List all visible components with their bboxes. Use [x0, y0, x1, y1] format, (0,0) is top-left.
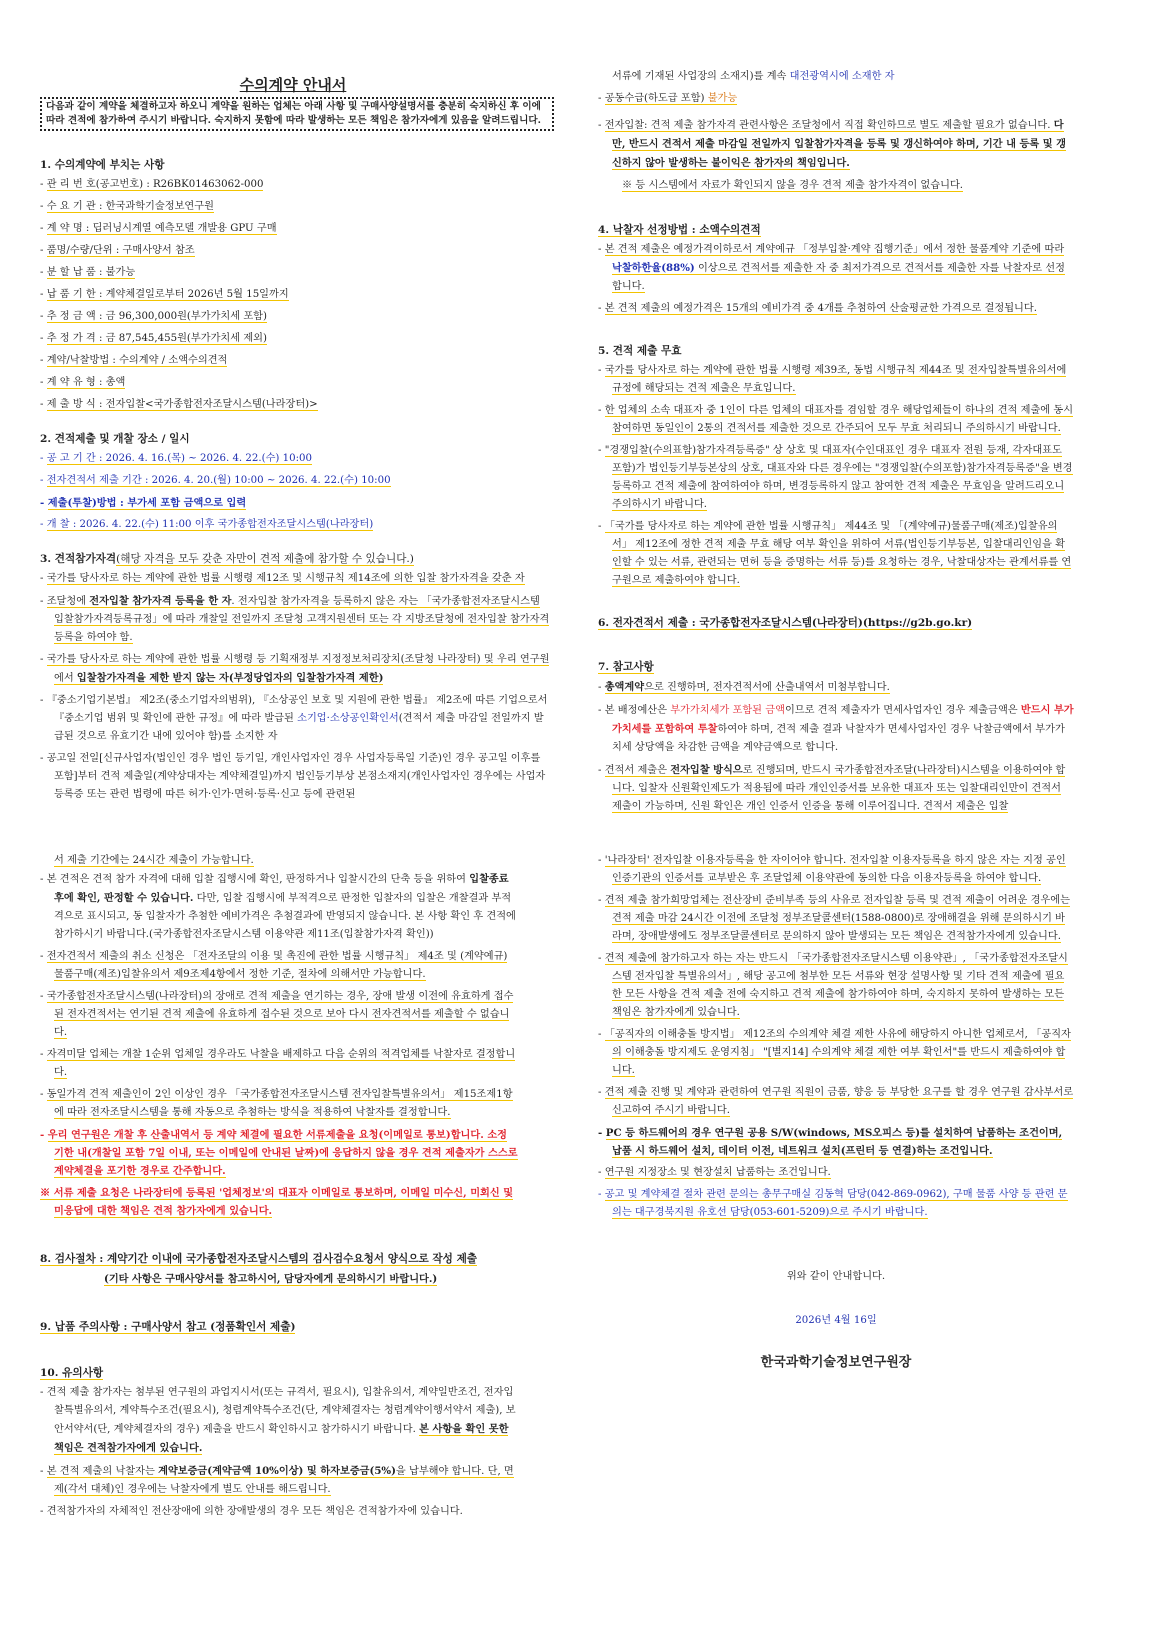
section8-heading: 8. 검사절차 : 계약기간 이내에 국가종합전자조달시스템의 검사검수요청서 양식으로 작성 제출	[40, 1253, 478, 1265]
s2-item-1: - 전자견적서 제출 기간 : 2026. 4. 20.(월) 10:00 ~ 2026. 4. 22.(수) 10:00	[40, 475, 391, 486]
intro-notice: 다음과 같이 계약을 체결하고자 하오니 계약을 원하는 업체는 아래 사항 및 구매사양설명서를 충분히 숙지하신 후 이에 따라 견적에 참가하여 주시기 바랍니다. 숙지하지 못함에 따라 발생하는 모든 책임은 참가자에게 있음을 알려드립니다.	[40, 97, 554, 131]
section3-heading: 3. 견적참가자격(해당 자격을 모두 갖춘 자만이 견적 제출에 참가할 수 있습니다.)	[40, 553, 414, 565]
s10-item-4: - '나라장터' 전자입찰 이용자등록을 한 자이어야 합니다. 전자입찰 이용자등록을 하지 않은 자는 지정 공인인증기관의 인증서를 교부받은 후 조달업체 이용약관에 동의한 다음 이용자등록을 하여야 합니다.	[598, 855, 1066, 884]
s7-item-2: - 본 배정예산은 부가가치세가 포함된 금액이므로 견적 제출자가 면세사업자인 경우 제출금액은 반드시 부가가치세를 포함하여 투찰하여야 하며, 견적 제출 결과 낙찰자가 면세사업자인 경우 낙찰금액에서 부가가치세 상당액을 차감한 금액을 계약금액으로 합니다.	[598, 704, 1074, 753]
s10-item-10: - 연구원 지정장소 및 현장설치 납품하는 조건입니다.	[598, 1167, 831, 1178]
s3-item-5-cont: 서류에 기재된 사업장의 소재지)를 계속 대전광역시에 소재한 자	[612, 71, 895, 82]
s1-item-6: - 추 정 금 액 : 금 96,300,000원(부가가치세 포함)	[40, 311, 267, 322]
s10-item-3: - 견적참가자의 자체적인 전산장애에 의한 장애발생의 경우 모든 책임은 견적참가자에 있습니다.	[40, 1506, 463, 1517]
s10-item-2: - 본 견적 제출의 낙찰자는 계약보증금(계약금액 10%이상) 및 하자보증금(5%)을 납부해야 합니다. 단, 면제(각서 대체)인 경우에는 낙찰자에게 별도 안내를 해드립니다.	[40, 1465, 514, 1495]
s8-note: (기타 사항은 구매사양서를 참고하시어, 담당자에게 문의하시기 바랍니다.)	[104, 1273, 438, 1285]
s5-item-2: - "경쟁입찰(수의표함)참가자격등록증" 상 상호 및 대표자(수인대표인 경우 대표자 전원 등재, 각자대표도 포함)가 법인등기부등본상의 상호, 대표자와 다른 경우에는 "경쟁입찰(수의포함)참가자격등록증"을 변경등록하고 견적 제출에 참여하여야 하며, 변경등록하지 않고 참여한 견적 제출은 무효임을 알려드리오니 주의하시기 바랍니다.	[598, 445, 1073, 510]
s7-item-9: - 우리 연구원은 개찰 후 산출내역서 등 계약 체결에 필요한 서류제출을 요청(이메일로 통보)합니다. 소정 기한 내(개찰일 포함 7일 이내, 또는 이메일에 안내된 날짜)에 응답하지 않을 경우 견적 제출자가 스스로 계약체결을 포기한 경우로 간주합니다.	[40, 1129, 518, 1177]
s10-item-6: - 견적 제출에 참가하고자 하는 자는 반드시 「국가종합전자조달시스템 이용약관」, 「국가종합전자조달시스템 전자입찰 특별유의서」, 해당 공고에 첨부한 모든 서류와 현장 설명사항 및 기타 견적 제출에 필요한 모든 사항을 견적 제출 전에 숙지하고 견적 제출에 참가하여야 하며, 숙지하지 못하여 발생하는 모든 책임은 참가자에게 있습니다.	[598, 953, 1068, 1018]
s7-item-4: - 본 견적은 견적 참가 자격에 대해 입찰 집행시에 확인, 판정하거나 입찰시간의 단축 등을 위하여 입찰종료 후에 확인, 판정할 수 있습니다. 다만, 입찰 집행시에 부적격으로 판정한 입찰자의 입찰은 개찰결과 부적격으로 표시되고, 동 입찰자가 추첨한 예비가격은 추첨결과에 반영되지 않습니다. 본 사항 확인 후 견적에 참가하시기 바랍니다.(국가종합전자조달시스템 이용약관 제11조(입찰참가자격 확인))	[40, 873, 516, 940]
s10-item-9: - PC 등 하드웨어의 경우 연구원 공용 S/W(windows, MS오피스 등)를 설치하여 납품하는 조건이며, 납품 시 하드웨어 설치, 데이터 이전, 네트워크 설치(프린터 등 연결)하는 조건입니다.	[598, 1127, 1063, 1157]
s7-item-6: - 국가종합전자조달시스템(나라장터)의 장애로 견적 제출을 연기하는 경우, 장애 발생 이전에 유효하게 접수된 전자견적서는 연기된 견적 제출에 유효하게 접수된 것으로 보아 다시 전자견적서를 제출할 수 없습니다.	[40, 991, 514, 1038]
s7-item-5: - 전자견적서 제출의 취소 신청은 「전자조달의 이용 및 촉진에 관한 법률 시행규칙」 제4조 및 (계약예규) 물품구매(제조)입찰유의서 제9조제4항에서 정한 기준, 절차에 의해서만 가능합니다.	[40, 951, 508, 980]
s1-item-10: - 제 출 방 식 : 전자입찰<국가종합전자조달시스템(나라장터)>	[40, 399, 318, 410]
section4-heading: 4. 낙찰자 선정방법 : 소액수의견적	[598, 224, 761, 236]
s1-item-4: - 분 할 납 품 : 불가능	[40, 267, 136, 278]
section2-heading: 2. 견적제출 및 개찰 장소 / 일시	[40, 433, 190, 445]
s7-item-3-cont: 서 제출 기간에는 24시간 제출이 가능합니다.	[54, 855, 254, 866]
section9-heading: 9. 납품 주의사항 : 구매사양서 참고 (정품확인서 제출)	[40, 1321, 296, 1333]
s1-item-8: - 계약/낙찰방법 : 수의계약 / 소액수의견적	[40, 355, 228, 366]
s10-item-5: - 견적 제출 참가희망업체는 전산장비 준비부족 등의 사유로 전자입찰 등록 및 견적 제출이 어려운 경우에는 견적 제출 마감 24시간 이전에 조달청 정부조달콜센터(1588-0800)로 장애해결을 위해 문의하시기 바라며, 장애발생에도 정부조달콜센터로 문의하지 않아 발생되는 모든 책임은 견적참가자에게 있습니다.	[598, 895, 1070, 942]
s3-note: ※ 등 시스템에서 자료가 확인되지 않을 경우 견적 제출 참가자격이 없습니다.	[622, 180, 964, 191]
s7-item-7: - 자격미달 업체는 개찰 1순위 업체일 경우라도 낙찰을 배제하고 다음 순위의 적격업체를 낙찰자로 결정합니다.	[40, 1049, 516, 1078]
s5-item-0: - 국가를 당사자로 하는 계약에 관한 법률 시행령 제39조, 동법 시행규칙 제44조 및 전자입찰특별유의서에 규정에 해당되는 견적 제출은 무효입니다.	[598, 365, 1067, 394]
s7-item-3: - 견적서 제출은 전자입찰 방식으로 진행되며, 반드시 국가종합전자조달(나라장터)시스템을 이용하여야 합니다. 입찰자 신원확인제도가 적용됨에 따라 개인인증서를 보유한 대표자 또는 입찰대리인만이 견적서 제출이 가능하며, 신원 확인은 개인 인증서 인증을 통해 이루어집니다. 견적서 제출은 입찰	[598, 764, 1066, 812]
s1-item-7: - 추 정 가 격 : 금 87,545,455원(부가가치세 제외)	[40, 333, 267, 344]
s3-item-6: - 공동수급(하도급 포함) 불가능	[598, 93, 738, 104]
page2-left-column	[40, 852, 520, 1525]
page1-left-column	[40, 140, 550, 808]
s2-item-3: - 개 찰 : 2026. 4. 22.(수) 11:00 이후 국가종합전자조달시스템(나라장터)	[40, 519, 374, 530]
s7-item-1: - 총액계약으로 진행하며, 전자견적서에 산출내역서 미첨부합니다.	[598, 681, 890, 693]
s7-item-10: ※ 서류 제출 요청은 나라장터에 등록된 '업체정보'의 대표자 이메일로 통보하며, 이메일 미수신, 미회신 및 미응답에 대한 책임은 견적 참가자에게 있습니다.	[40, 1187, 514, 1217]
issuer-name: 한국과학기술정보연구원장	[760, 1355, 912, 1370]
section5-heading: 5. 견적 제출 무효	[598, 345, 682, 357]
s3-item-7: - 전자입찰: 견적 제출 참가자격 관련사항은 조달청에서 직접 확인하므로 별도 제출할 필요가 없습니다. 다만, 반드시 견적서 제출 마감일 전일까지 입찰참가자격을 등록 및 갱신하여야 하며, 기간 내 등록 및 갱신하지 않아 발생하는 불이익은 참가자의 책임입니다.	[598, 119, 1066, 169]
s1-item-2: - 계 약 명 : 딥러닝시계열 예측모델 개발용 GPU 구매	[40, 223, 277, 234]
document-title: 수의계약 안내서	[239, 76, 347, 94]
s10-item-1: - 견적 제출 참가자는 첨부된 연구원의 과업지시서(또는 규격서, 필요시), 입찰유의서, 계약일반조건, 전자입찰특별유의서, 계약특수조건(필요시), 청렴계약특수조건(단, 계약체결자는 청렴계약이행서약서 제출), 보안서약서(단, 계약체결자의 경우) 제출을 반드시 확인하시고 참가하시기 바랍니다. 본 사항을 확인 못한 책임은 견적참가자에게 있습니다.	[40, 1387, 516, 1454]
s2-item-0: - 공 고 기 간 : 2026. 4. 16.(목) ~ 2026. 4. 22.(수) 10:00	[40, 453, 312, 464]
s3-item-4: - 『중소기업기본법』 제2조(중소기업자의범위), 『소상공인 보호 및 지원에 관한 법률』 제2조에 따른 기업으로서 『중소기업 범위 및 확인에 관한 규정』에 따라 발급된 소기업·소상공인확인서(견적서 제출 마감일 전일까지 발급된 것으로 유효기간 내에 있어야 함)를 소지한 자	[40, 695, 548, 742]
s4-item-2: - 본 견적 제출의 예정가격은 15개의 예비가격 중 4개를 추첨하여 산술평균한 가격으로 결정됩니다.	[598, 303, 1037, 314]
section1-heading: 1. 수의계약에 부치는 사항	[40, 159, 165, 171]
section7-heading: 7. 참고사항	[598, 661, 654, 673]
s2-item-2: - 제출(투찰)방법 : 부가세 포함 금액으로 입력	[40, 497, 247, 509]
s1-item-3: - 품명/수량/단위 : 구매사양서 참조	[40, 245, 195, 256]
s3-item-3: - 국가를 당사자로 하는 계약에 관한 법률 시행령 등 기획재정부 지정정보처리장치(조달청 나라장터) 및 우리 연구원에서 입찰참가자격을 제한 받지 않는 자(부정당업자의 입찰참가자격 제한)	[40, 654, 550, 684]
section6-heading: 6. 전자견적서 제출 : 국가종합전자조달시스템(나라장터)(https://g2b.go.kr)	[598, 617, 973, 629]
closing-text: 위와 같이 안내합니다.	[786, 1271, 886, 1282]
s4-item-1: - 본 견적 제출은 예정가격이하로서 계약예규 「정부입찰·계약 집행기준」에서 정한 물품계약 기준에 따라 낙찰하한율(88%) 이상으로 견적서를 제출한 자 중 최저가격으로 견적서를 제출한 자를 낙찰자로 선정합니다.	[598, 244, 1065, 292]
s1-item-0: - 관 리 번 호(공고번호) : R26BK01463062-000	[40, 179, 264, 190]
s5-item-1: - 한 업체의 소속 대표자 중 1인이 다른 업체의 대표자를 겸임할 경우 해당업체들이 하나의 견적 제출에 동시 참여하면 동일인이 2통의 견적서를 제출한 것으로 간주되어 모두 무효 처리되니 주의하시기 바랍니다.	[598, 405, 1074, 434]
s7-item-8: - 동일가격 견적 제출인이 2인 이상인 경우 「국가종합전자조달시스템 전자입찰특별유의서」 제15조제1항에 따라 전자조달시스템을 통해 자동으로 추첨하는 방식을 적용하여 낙찰자를 결정합니다.	[40, 1089, 513, 1118]
s5-item-3: - 「국가를 당사자로 하는 계약에 관한 법률 시행규칙」 제44조 및 「(계약예규)물품구매(제조)입찰유의서」 제12조에 정한 견적 제출 무효 해당 여부 확인을 위하여 서류(법인등기부등본, 입찰대리인임을 확인할 수 있는 서류, 관련되는 면허 등을 증명하는 서류 등)를 요청하는 경우, 낙찰대상자는 관계서류를 연구원으로 제출하여야 합니다.	[598, 521, 1072, 586]
s10-item-8: - 견적 제출 진행 및 계약과 관련하여 연구원 직원이 금품, 향응 등 부당한 요구를 할 경우 연구원 감사부서로 신고하여 주시기 바랍니다.	[598, 1087, 1074, 1116]
s3-item-2: - 조달청에 전자입찰 참가자격 등록을 한 자. 전자입찰 참가자격을 등록하지 않은 자는 「국가종합전자조달시스템 입찰참가자격등록규정」에 따라 개찰일 전일까지 조달청 고객지원센터 또는 각 지방조달청에 전자입찰 참가자격 등록을 하여야 함.	[40, 595, 550, 643]
page1-right-column	[598, 68, 1074, 820]
section10-heading: 10. 유의사항	[40, 1367, 104, 1379]
s10-item-11: - 공고 및 계약체결 절차 관련 문의는 총무구매실 김동혁 담당(042-869-0962), 구매 물품 사양 등 관련 문의는 대구경북지원 유호선 담당(053-601-5209)으로 주시기 바랍니다.	[598, 1189, 1068, 1218]
s1-item-5: - 납 품 기 한 : 계약체결일로부터 2026년 5월 15일까지	[40, 289, 289, 300]
s1-item-1: - 수 요 기 관 : 한국과학기술정보연구원	[40, 201, 214, 212]
s3-item-5: - 공고일 전일[신규사업자(법인인 경우 법인 등기일, 개인사업자인 경우 사업자등록일 기준)인 경우 공고일 이후를 포함]부터 견적 제출일(계약상대자는 계약체결일)까지 법인등기부상 본점소재지(개인사업자인 경우에는 사업자등록증 또는 관련 법령에 따른 허가·인가·면허·등록·신고 등에 관련된	[40, 753, 546, 800]
issue-date: 2026년 4월 16일	[795, 1315, 877, 1326]
s10-item-7: - 「공직자의 이해충돌 방지법」 제12조의 수의계약 체결 제한 사유에 해당하지 아니한 업체로서, 「공직자의 이해충돌 방지제도 운영지침」 "[별지14] 수의계약 체결 제한 여부 확인서"를 반드시 제출하여야 합니다.	[598, 1029, 1071, 1076]
s1-item-9: - 계 약 유 형 : 총액	[40, 377, 126, 388]
s3-item-1: - 국가를 당사자로 하는 계약에 관한 법률 시행령 제12조 및 시행규칙 제14조에 의한 입찰 참가자격을 갖춘 자	[40, 573, 525, 584]
page2-right-column	[598, 852, 1074, 1372]
